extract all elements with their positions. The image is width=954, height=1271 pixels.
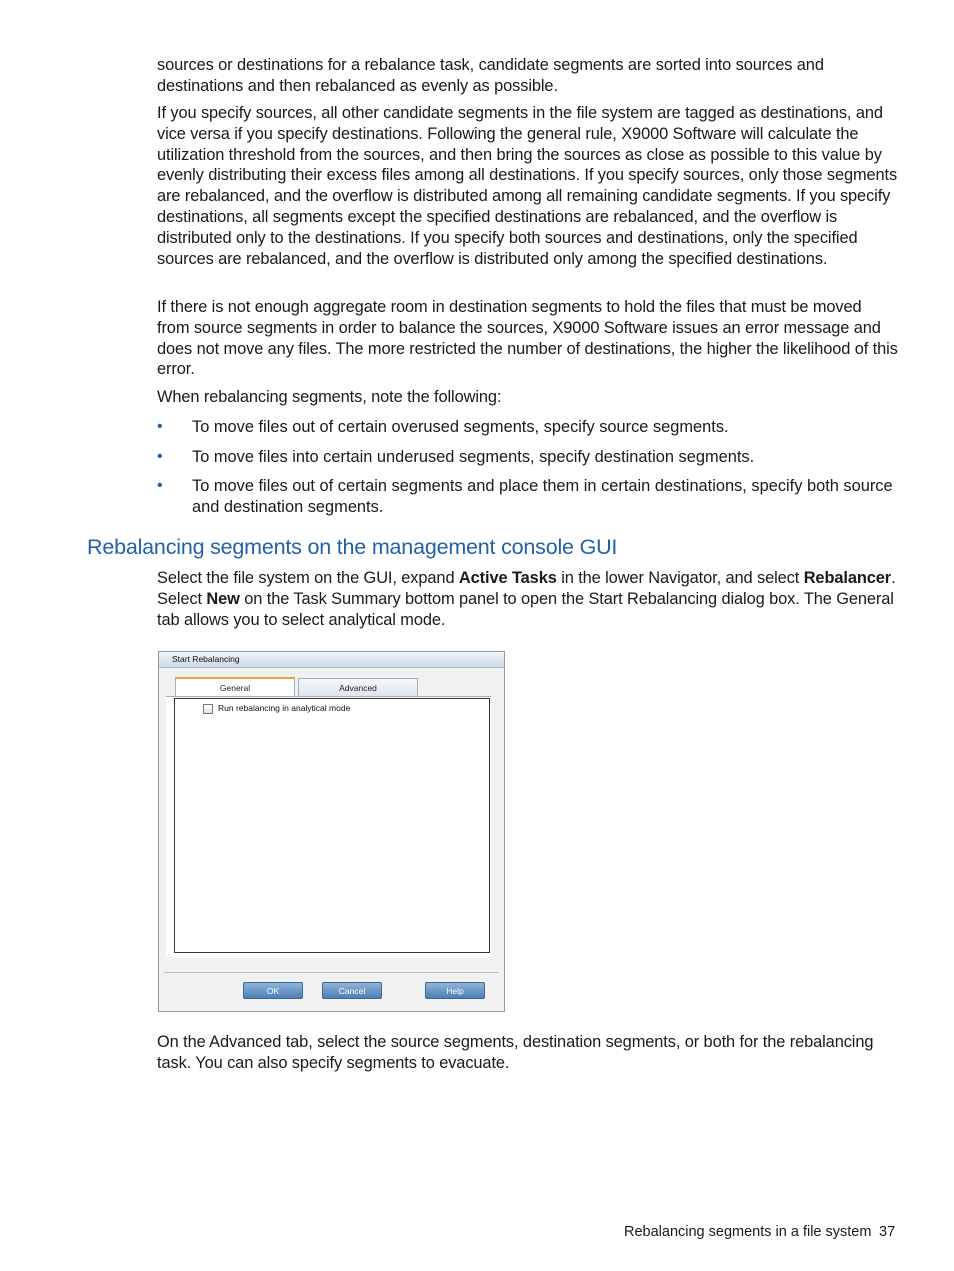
paragraph-3-text: If there is not enough aggregate room in destination segments to hold the files that must be moved from source segments in order to balance the sources, X9000 Software issues an error message and does not move any files. The more restricted the number of destinations, the higher the likelihood of this error. [157,298,898,379]
analytical-mode-label[interactable]: Run rebalancing in analytical mode [218,703,351,713]
section-paragraph [157,568,898,630]
dialog-title: Start Rebalancing [172,654,240,664]
list-item-text: To move files out of certain overused segments, specify source segments. [192,418,729,436]
paragraph-3 [157,297,898,380]
list-item-text: To move files into certain underused segments, specify destination segments. [192,448,755,466]
analytical-mode-checkbox[interactable] [203,704,213,714]
tab-advanced[interactable]: Advanced [298,678,418,697]
page-number: 37 [879,1224,896,1240]
paragraph-2-text: If you specify sources, all other candidate segments in the file system are tagged as destinations, and vice versa if you specify destinations. Following the general rule, X9000 Software will calculate the utilization threshold from the sources, and then bring the sources as close as possible to this value by evenly distributing their excess files among all destinations. If you specify sources, only those segments are rebalanced, and the overflow is distributed among all remaining candidate segments. If you specify destinations, all segments except the specified destinations are rebalanced, and the overflow is distributed only to the destinations. If you specify both sources and destinations, only the specified sources are rebalanced, and the overflow is distributed only among the specified destinations. [157,104,898,268]
help-button[interactable]: Help [425,982,485,999]
paragraph-2 [157,103,898,269]
section-text-2: in the lower Navigator, and select [556,569,804,587]
section-heading: Rebalancing segments on the management console GUI [87,535,618,559]
start-rebalancing-dialog [158,651,505,1012]
bold-rebalancer: Rebalancer [803,569,892,587]
paragraph-4 [157,387,898,408]
general-panel [174,698,490,953]
section-paragraph-text [157,568,898,630]
bullet-icon: • [157,418,163,435]
paragraph-1-text: sources or destinations for a rebalance task, candidate segments are sorted into sources and destinations and then rebalanced as evenly as possible. [157,56,824,95]
cancel-button[interactable]: Cancel [322,982,382,999]
section-text-3: . Select [157,569,896,608]
divider [164,972,498,973]
paragraph-1 [157,55,898,97]
tab-general[interactable]: General [175,677,295,696]
section-text-1: Select the file system on the GUI, expand [157,569,459,587]
ok-button[interactable]: OK [243,982,303,999]
paragraph-4-text: When rebalancing segments, note the following: [157,388,502,406]
after-dialog-paragraph [157,1032,898,1074]
bullet-icon: • [157,477,163,494]
footer-title: Rebalancing segments in a file system [624,1224,872,1240]
dialog-titlebar [159,652,504,668]
bold-active-tasks: Active Tasks [458,569,557,587]
after-dialog-text: On the Advanced tab, select the source segments, destination segments, or both for the rebalancing task. You can also specify segments to evacuate. [157,1033,874,1072]
bullet-icon: • [157,448,163,465]
section-text-4: on the Task Summary bottom panel to open the Start Rebalancing dialog box. The General tab allows you to select analytical mode. [157,589,894,629]
bold-new: New [206,589,240,608]
list-item-text: To move files out of certain segments and place them in certain destinations, specify both source and destination segments. [192,477,893,516]
